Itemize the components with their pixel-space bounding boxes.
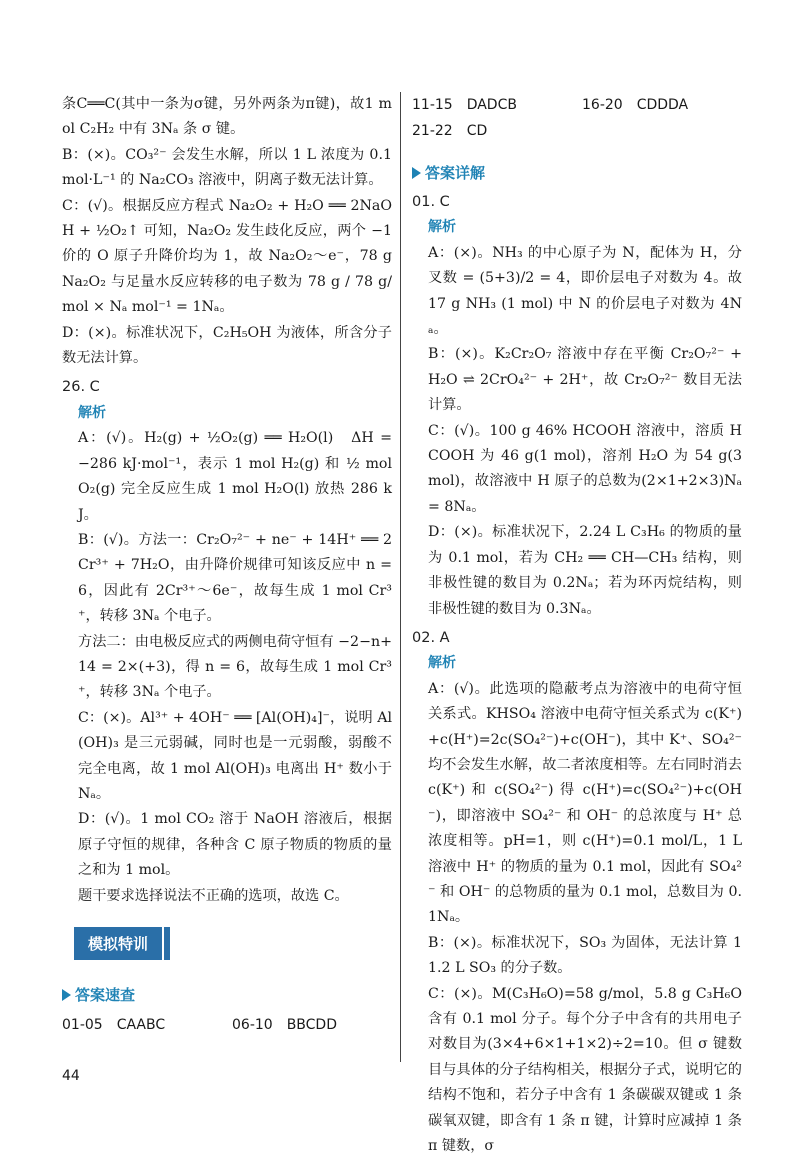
paragraph: B：(×)。CO₃²⁻ 会发生水解，所以 1 L 浓度为 0.1 mol·L⁻¹ 的 Na₂CO₃ 溶液中，阴离子数无法计算。: [62, 146, 392, 189]
answer-values: DADCB: [466, 97, 517, 113]
quick-answers-heading: [62, 980, 392, 1010]
paragraph: C：(×)。Al³⁺ + 4OH⁻ ══ [Al(OH)₄]⁻，说明 Al(OH)₃ 是三元弱碱，同时也是一元弱酸，弱酸不完全电离，故 1 mol Al(OH)₃ 电离出 H⁺ 数小于 Nₐ。: [78, 709, 392, 802]
triangle-bullet-icon: [62, 989, 71, 1001]
paragraph: B：(√)。方法一：Cr₂O₇²⁻ + ne⁻ + 14H⁺ ══ 2Cr³⁺ + 7H₂O，由升降价规律可知该反应中 n = 6，因此有 2Cr³⁺～6e⁻，故每生成 1 mol Cr³⁺，转移 3Nₐ 个电子。: [78, 531, 392, 625]
section-tag: 模拟特训: [74, 927, 162, 960]
answer-values: BBCDD: [286, 1017, 337, 1033]
analysis-label: 解析: [78, 404, 106, 421]
paragraph: B：(×)。标准状况下，SO₃ 为固体，无法计算 11.2 L SO₃ 的分子数。: [428, 934, 742, 977]
heading-text: 答案速查: [75, 986, 136, 1004]
answer-row: [412, 92, 742, 118]
q01-analysis: [412, 241, 742, 622]
paragraph: D：(×)。标准状况下，2.24 L C₃H₆ 的物质的量为 0.1 mol，若为 CH₂ ══ CH—CH₃ 结构，则非极性键的数目为 0.2Nₐ；若为环丙烷结构，则非极性键的数目为 0.3Nₐ。: [428, 524, 742, 617]
answer-row: [412, 118, 742, 144]
analysis-label: 解析: [428, 219, 456, 236]
question-number: 02. A: [412, 629, 450, 646]
paragraph: D：(√)。1 mol CO₂ 溶于 NaOH 溶液后，根据原子守恒的规律，各种含 C 原子物质的物质的量之和为 1 mol。: [78, 811, 392, 879]
answer-values: CAABC: [116, 1017, 166, 1033]
paragraph: D：(×)。标准状况下，C₂H₅OH 为液体，所含分子数无法计算。: [62, 324, 392, 367]
paragraph: 题干要求选择说法不正确的选项，故选 C。: [78, 887, 349, 904]
paragraph: C：(√)。100 g 46% HCOOH 溶液中，溶质 HCOOH 为 46 g(1 mol)，溶剂 H₂O 为 54 g(3 mol)，故溶液中 H 原子的总数为(2×1+2×3)Nₐ = 8Nₐ。: [428, 422, 742, 515]
question-number: 01. C: [412, 194, 450, 210]
answer-range: 01-05: [62, 1017, 103, 1033]
paragraph: B：(×)。K₂Cr₂O₇ 溶液中存在平衡 Cr₂O₇²⁻ + H₂O ⇌ 2CrO₄²⁻ + 2H⁺，故 Cr₂O₇²⁻ 数目无法计算。: [428, 346, 742, 414]
page-number: 44: [62, 1068, 80, 1084]
paragraph: A：(×)。NH₃ 的中心原子为 N，配体为 H，分叉数 = (5+3)/2 = 4，即价层电子对数为 4。故 17 g NH₃ (1 mol) 中 N 的价层电子对数为 4Nₐ。: [428, 244, 742, 338]
answer-range: 21-22: [412, 123, 453, 139]
heading-text: 答案详解: [425, 164, 486, 182]
answer-values: CD: [466, 123, 488, 139]
paragraph: C：(√)。根据反应方程式 Na₂O₂ + H₂O ══ 2NaOH + ½O₂↑ 可知，Na₂O₂ 发生歧化反应，两个 −1 价的 O 原子升降价均为 1，故 Na₂O₂～e⁻，78 g Na₂O₂ 与足量水反应转移的电子数为 78 g / 78 g/mol × Nₐ mol⁻¹ = 1Nₐ。: [62, 197, 392, 316]
paragraph: 条C══C(其中一条为σ键，另外两条为π键)，故1 mol C₂H₂ 中有 3Nₐ 条 σ 键。: [62, 96, 392, 138]
q26-analysis: [62, 426, 392, 909]
answer-row: [62, 1012, 392, 1038]
paragraph: A：(√)。此选项的隐蔽考点为溶液中的电荷守恒关系式。KHSO₄ 溶液中电荷守恒关系式为 c(K⁺)+c(H⁺)=2c(SO₄²⁻)+c(OH⁻)，其中 K⁺、SO₄²⁻ 均不会发生水解，故二者浓度相等。左右同时消去 c(K⁺) 和 c(SO₄²⁻) 得 c(H⁺)=c(SO₄²⁻)+c(OH⁻)，即溶液中 SO₄²⁻ 和 OH⁻ 的总浓度与 H⁺ 总浓度相等。pH=1，则 c(H⁺)=0.1 mol/L，1 L 溶液中 H⁺ 的物质的量为 0.1 mol，因此有 SO₄²⁻ 和 OH⁻ 的总物质的量为 0.1 mol，总数目为 0.1Nₐ。: [428, 680, 742, 926]
answer-values: CDDDA: [636, 97, 689, 113]
answer-range: 11-15: [412, 97, 453, 113]
column-divider: [400, 92, 401, 1062]
triangle-bullet-icon: [412, 167, 421, 179]
right-column: [412, 92, 742, 1159]
answer-range: 06-10: [232, 1017, 273, 1033]
paragraph: A：(√)。H₂(g) + ½O₂(g) ══ H₂O(l) ΔH = −286 kJ·mol⁻¹，表示 1 mol H₂(g) 和 ½ mol O₂(g) 完全反应生成 1 mol H₂O(l) 放热 286 kJ。: [78, 430, 392, 523]
paragraph: 方法二：由电极反应式的两侧电荷守恒有 −2−n+14 = 2×(+3)，得 n = 6，故每生成 1 mol Cr³⁺，转移 3Nₐ 个电子。: [78, 633, 392, 701]
analysis-label: 解析: [428, 655, 456, 672]
question-number: 26. C: [62, 379, 100, 396]
answer-range: 16-20: [582, 97, 623, 113]
answer-details-heading: [412, 158, 742, 188]
left-column: [62, 92, 392, 1038]
q02-analysis: [412, 677, 742, 1159]
paragraph: C：(×)。M(C₃H₆O)=58 g/mol，5.8 g C₃H₆O 含有 0.1 mol 分子。每个分子中含有的共用电子对数目为(3×4+6×1+1×2)÷2=10。但 σ 键数目与具体的分子结构相关，根据分子式，说明它的结构不饱和，若分子中含有 1 条碳碳双键或 1 条碳氧双键，即含有 1 条 π 键，计算时应减掉 1 条 π 键数，σ: [428, 985, 742, 1155]
